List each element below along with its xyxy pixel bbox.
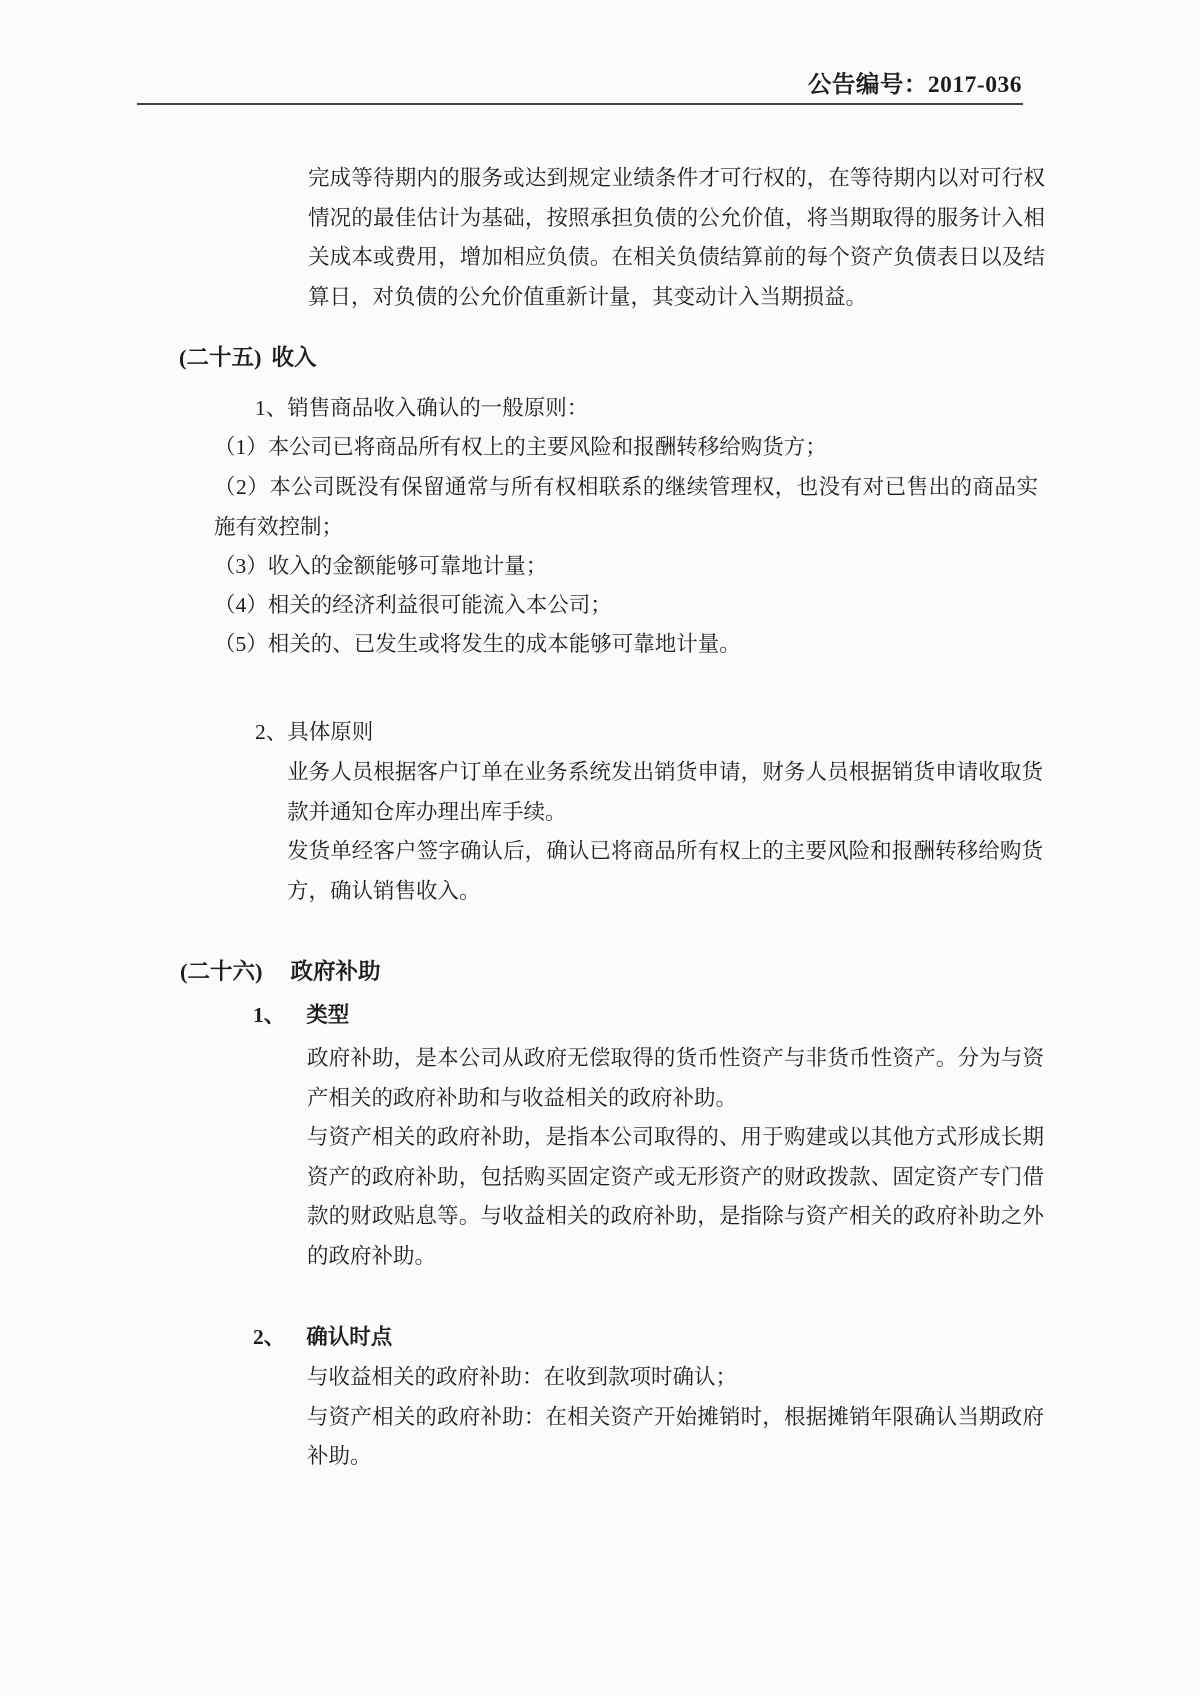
principle-item-3: （3）收入的金额能够可靠地计量；: [214, 554, 548, 578]
section-25-title: 收入: [271, 345, 317, 370]
section-26-title: 政府补助: [290, 959, 381, 984]
type-paragraph-2: 与资产相关的政府补助，是指本公司取得的、用于购建或以其他方式形成长期资产的政府补助，包括购买固定资产或无形资产的财政拨款、固定资产专门借款的财政贴息等。与收益相关的政府补助，是指除与资产相关的政府补助之外的政府补助。: [307, 1125, 1044, 1268]
subsection-type-number: 1、: [253, 1003, 286, 1027]
subsection-type-heading: [253, 999, 349, 1031]
revenue-general-principles-heading: 1、销售商品收入确认的一般原则：: [255, 396, 589, 420]
type-paragraph-1: 政府补助，是本公司从政府无偿取得的货币性资产与非货币性资产。分为与资产相关的政府补助和与收益相关的政府补助。: [307, 1046, 1044, 1110]
principle-item-4: （4）相关的经济利益很可能流入本公司；: [214, 593, 612, 617]
timing-paragraph-1: 与收益相关的政府补助：在收到款项时确认；: [307, 1365, 738, 1389]
specific-principles-paragraphs: [287, 753, 1043, 911]
section-26-heading: [180, 956, 381, 988]
section-26-number: (二十六): [180, 959, 263, 984]
specific-principles-paragraph-2: 发货单经客户签字确认后，确认已将商品所有权上的主要风险和报酬转移给购货方，确认销售收入。: [287, 839, 1043, 903]
section-25-number: (二十五): [179, 345, 262, 370]
principle-item-1: （1）本公司已将商品所有权上的主要风险和报酬转移给购货方；: [214, 435, 827, 459]
type-paragraphs: [307, 1039, 1044, 1276]
subsection-timing-heading: [253, 1321, 392, 1353]
subsection-type-title: 类型: [306, 1003, 350, 1027]
subsection-timing-number: 2、: [253, 1325, 286, 1349]
principle-item-5: （5）相关的、已发生或将发生的成本能够可靠地计量。: [214, 632, 741, 656]
intro-paragraph: 完成等待期内的服务或达到规定业绩条件才可行权的，在等待期内以对可行权情况的最佳估计为基础，按照承担负债的公允价值，将当期取得的服务计入相关成本或费用，增加相应负债。在相关负债结算前的每个资产负债表日以及结算日，对负债的公允价值重新计量，其变动计入当期损益。: [308, 166, 1045, 309]
specific-principles-paragraph-1: 业务人员根据客户订单在业务系统发出销货申请，财务人员根据销货申请收取货款并通知仓库办理出库手续。: [287, 760, 1043, 824]
header-divider: [137, 103, 1023, 105]
specific-principles-heading: 2、具体原则: [255, 720, 374, 744]
timing-paragraph-2: 与资产相关的政府补助：在相关资产开始摊销时，根据摊销年限确认当期政府补助。: [307, 1404, 1044, 1468]
section-25-heading: [179, 342, 317, 374]
subsection-timing-title: 确认时点: [306, 1325, 393, 1349]
principle-item-2: （2）本公司既没有保留通常与所有权相联系的继续管理权，也没有对已售出的商品实施有效控制；: [214, 475, 1038, 539]
timing-paragraphs: [307, 1358, 1044, 1477]
notice-number: 公告编号：2017-036: [807, 72, 1022, 98]
